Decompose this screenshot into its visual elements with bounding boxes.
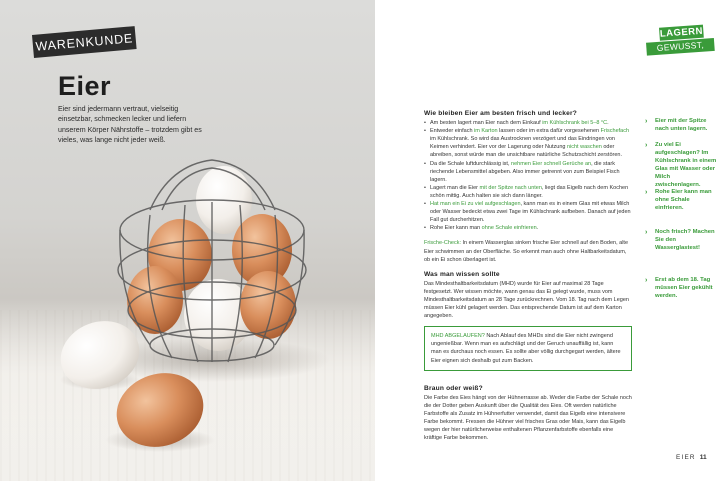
lagern-stamp bbox=[653, 24, 716, 65]
section-heading: Braun oder weiß? bbox=[424, 384, 483, 392]
egg-brown bbox=[240, 271, 296, 339]
page-footer bbox=[676, 454, 707, 461]
side-note: › Eier mit der Spitze nach unten lagern. bbox=[645, 118, 708, 132]
chevron-right-icon: › bbox=[645, 277, 648, 284]
list-item: • Da die Schale luftdurchlässig ist, nehmen Eier schnell Gerüche an, die stark riechende Lebensmittel abgeben. Also immer getrennt von zum Beispiel Fisch lagern. bbox=[424, 160, 632, 184]
frische-check: Frische-Check: In einem Wasserglas sinken frische Eier schnell auf den Boden, alte Eier schwimmen an der Oberfläche. So erkennt man auch ohne Haltbarkeitsdatum, ob ein Ei schon überlagert ist. bbox=[424, 240, 629, 263]
page-number: 11 bbox=[699, 454, 707, 461]
list-item: • Am besten lagert man Eier nach dem Einkauf im Kühlschrank bei 5–8 °C. bbox=[424, 119, 632, 127]
intro-text: Eier sind jedermann vertraut, vielseitig einsetzbar, schmecken lecker und liefern unserem Körper Nährstoffe – trotzdem gibt es vieles, was lange nicht jeder weiß. bbox=[58, 105, 202, 144]
footer-label: EIER bbox=[676, 454, 696, 461]
egg-basket-photo bbox=[0, 120, 375, 481]
stamp-line2: GEWUSST, WIE! bbox=[646, 38, 715, 56]
tips-list bbox=[424, 119, 632, 232]
section-heading: Wie bleiben Eier am besten frisch und lecker? bbox=[424, 110, 577, 117]
stamp-line1: LAGERN bbox=[659, 25, 704, 40]
side-note: › Erst ab dem 18. Tag müssen Eier gekühlt werden. bbox=[645, 277, 713, 299]
chevron-right-icon: › bbox=[645, 189, 648, 196]
warenkunde-banner bbox=[32, 26, 137, 58]
chevron-right-icon: › bbox=[645, 142, 648, 149]
list-item: • Hat man ein Ei zu viel aufgeschlagen, kann man es in einem Glas mit etwas Milch oder Wasser bedeckt etwa zwei Tage im Kühlschrank aufbeben. Danach auf jeden Fall gut durcherhitzen. bbox=[424, 200, 632, 224]
page-title: Eier bbox=[58, 71, 112, 101]
section-text: Das Mindesthaltbarkeitsdatum (MHD) wurde für Eier auf maximal 28 Tage festgesetzt. Wer wissen möchte, wann genau das Ei gelegt wurde, muss vom Mindesthaltbarkeitsdatum an 28 Tage zurückrechnen. Vom 18. Tag nach dem Legen müssen Eier kühl gelagert werden. Das entsprechende Datum ist auf dem Karton angegeben. bbox=[424, 280, 629, 320]
chevron-right-icon: › bbox=[645, 229, 648, 236]
list-item: • Lagert man die Eier mit der Spitze nach unten, liegt das Eigelb nach dem Kochen schön mittig. Auch halten sie sich dann länger. bbox=[424, 184, 632, 200]
banner-label: WARENKUNDE bbox=[34, 30, 134, 54]
side-note: › Rohe Eier kann man ohne Schale einfrieren. bbox=[645, 189, 712, 211]
section-farbe bbox=[424, 385, 632, 443]
side-note: › Noch frisch? Machen Sie den Wasserglastest! bbox=[645, 229, 715, 251]
egg-brown bbox=[127, 266, 183, 334]
list-item: • Entweder einfach im Karton lassen oder im extra dafür vorgesehenen Frischefach im Kühlschrank. So wird das Austrocknen verzögert und das Eindringen von Keimen verhindert. Eier vor der Lagerung oder Nutzung nicht waschen oder abreiben, sonst würde man die unsichtbare natürliche Schutzschicht zerstören. bbox=[424, 127, 632, 159]
side-note: › Zu viel Ei aufgeschlagen? Im Kühlschrank in einem Glas mit Wasser oder Milch zwischenlagern. bbox=[645, 142, 717, 188]
list-item: • Rohe Eier kann man ohne Schale einfrieren. bbox=[424, 224, 632, 232]
section-text: Die Farbe des Eies hängt von der Hühnerrasse ab. Weder die Farbe der Schale noch die der Dotter geben Auskunft über die Qualität des Eies. Oft werden natürliche Farbstoffe als Zusatz im Hühnerfutter verwendet, damit das Eigelb eine intensivere Farbe bekommt. Fressen die Hühner viel frisches Gras oder Mais, kann das Eigelb wegen der hier natürlicherweise enthaltenen Pflanzenfarbstoffe ebenfalls eine kräftige Farbe bekommen. bbox=[424, 394, 632, 442]
chevron-right-icon: › bbox=[645, 118, 648, 125]
mhd-info-box: MHD ABGELAUFEN? Nach Ablauf des MHDs sind die Eier nicht zwingend ungenießbar. Wenn man es aufschlägt und der Geruch unauffällig ist, kann man es durchaus noch essen. Es sollte aber völlig durchgegart werden, ältere Eier eignen sich deshalb gut zum Backen. bbox=[424, 326, 632, 370]
main-column bbox=[424, 110, 632, 442]
section-heading: Was man wissen sollte bbox=[424, 270, 500, 278]
section-wissen bbox=[424, 271, 632, 321]
